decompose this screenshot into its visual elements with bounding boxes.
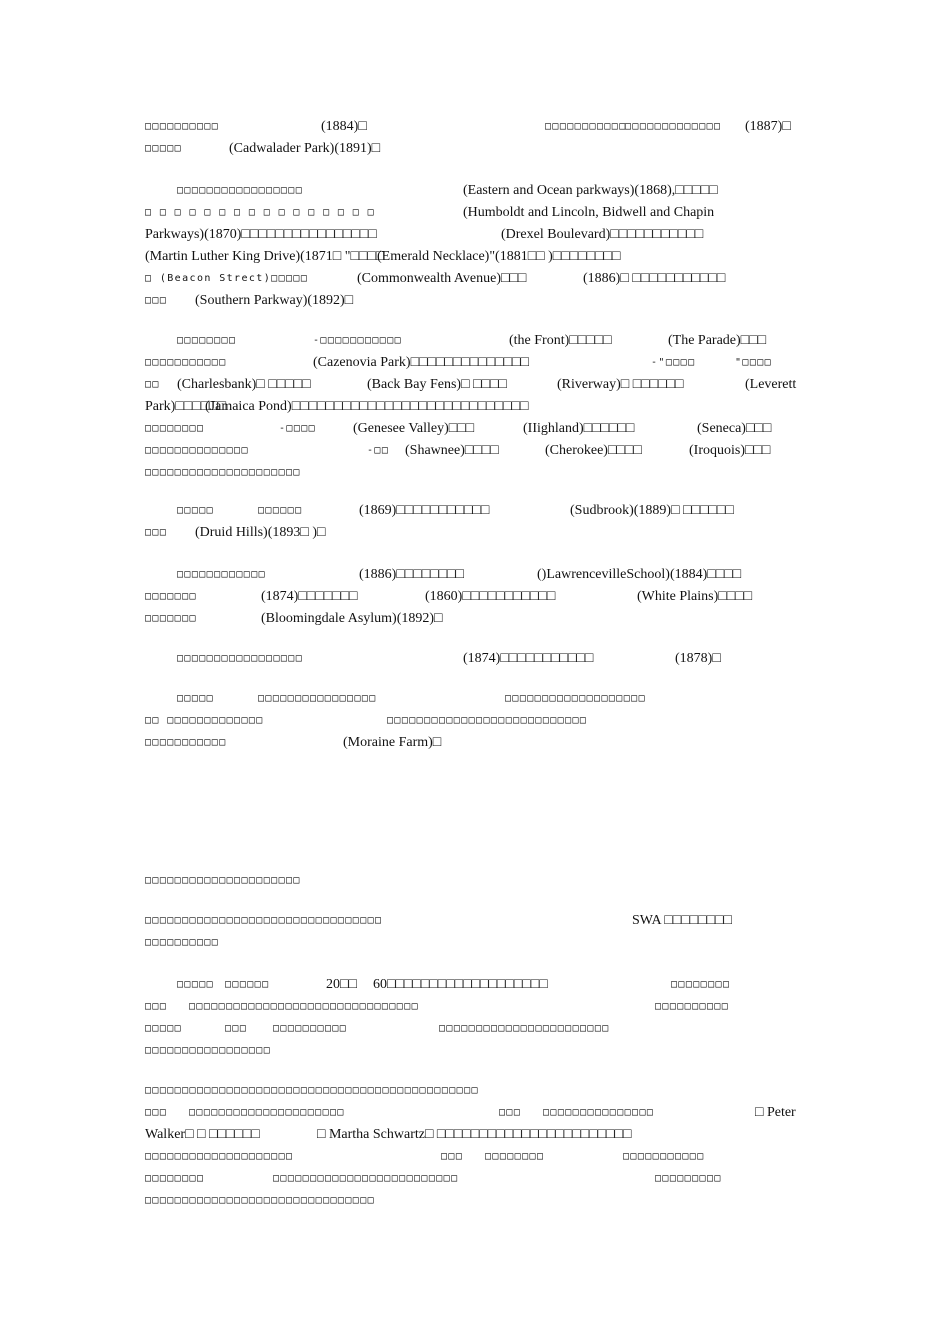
text-line <box>145 418 807 440</box>
text-segment: ()LawrencevilleSchool)(1884)□□□□ <box>537 567 742 582</box>
paragraph <box>145 974 807 1062</box>
text-line <box>145 462 807 484</box>
text-segment: (Eastern and Ocean parkways)(1868),□□□□□ <box>463 183 718 198</box>
text-line <box>145 732 807 754</box>
text-segment: □□□□□□□□□□□□□□□□□□□□□ <box>189 1107 345 1118</box>
text-segment: □□□□□□□□□□□□□□□□□ <box>177 185 304 196</box>
text-segment: □□□□□□□□□□□□□□□□□□□ <box>505 693 646 704</box>
text-segment: (Cazenovia Park)□□□□□□□□□□□□□□ <box>313 355 529 370</box>
text-segment: (Iroquois)□□□ <box>689 443 771 458</box>
text-segment: □□□□□□ <box>258 505 303 516</box>
text-segment: (the Front)□□□□□ <box>509 333 612 348</box>
text-segment: □□□□□□□□□□□□□□□□ <box>258 693 377 704</box>
text-line <box>145 1124 807 1146</box>
text-segment: (Seneca)□□□ <box>697 421 772 436</box>
text-segment: (Bloomingdale Asylum)(1892)□ <box>261 611 443 626</box>
paragraph <box>145 688 807 754</box>
text-segment: -"□□□□ <box>651 357 696 368</box>
text-segment: "□□□□ <box>735 357 773 368</box>
text-line <box>145 224 807 246</box>
text-segment: (1887)□ <box>745 119 791 134</box>
text-segment: (White Plains)□□□□ <box>637 589 753 604</box>
text-segment: (Leverett <box>745 377 797 392</box>
text-line <box>145 500 807 522</box>
text-segment: □□□□□□□ <box>145 613 197 624</box>
text-segment: □□□□□ <box>145 143 183 154</box>
text-line <box>145 290 807 312</box>
text-segment: □□□□□ <box>177 979 215 990</box>
text-segment: Parkways)(1870)□□□□□□□□□□□□□□□□ <box>145 227 377 242</box>
text-segment: (Commonwealth Avenue)□□□ <box>357 271 527 286</box>
text-line <box>145 246 807 268</box>
text-segment: (1878)□ <box>675 651 721 666</box>
text-segment: □□□□□□□□□□□ <box>623 1151 705 1162</box>
text-segment: (1884)□ <box>321 119 367 134</box>
text-segment: □□□□□□□□ <box>485 1151 545 1162</box>
text-segment: (Moraine Farm)□ <box>343 735 442 750</box>
text-line <box>145 996 807 1018</box>
text-segment: (Southern Parkway)(1892)□ <box>195 293 354 308</box>
text-segment: □□□□□□□ <box>145 591 197 602</box>
text-segment: □□□ <box>225 1023 248 1034</box>
text-segment: □□□□□□□□□□ <box>273 1023 348 1034</box>
text-segment: (Drexel Boulevard)□□□□□□□□□□□ <box>501 227 704 242</box>
text-line <box>145 648 807 670</box>
text-line <box>145 138 807 160</box>
text-segment: □□□□□□□□□□□□□□□□□□□□□□□□□□□□□□□ <box>189 1001 420 1012</box>
text-segment: □□□□□□□□□□□ <box>545 121 627 132</box>
text-segment: □□□ <box>145 527 168 538</box>
text-segment: □□□□□□□□ <box>671 979 731 990</box>
text-line <box>145 522 807 544</box>
text-segment: □□□□□□□□□□□□□□□□□□□□□□□□□ <box>273 1173 459 1184</box>
text-segment: (Shawnee)□□□□ <box>405 443 499 458</box>
text-segment: (Cadwalader Park)(1891)□ <box>229 141 381 156</box>
text-segment: □□□ <box>145 1107 168 1118</box>
text-segment: -□□□□□□□□□□□ <box>313 335 403 346</box>
text-segment: □□□□□□□□□□□□□□□□□□□□□□□□□□□□□□□□ <box>145 915 383 926</box>
text-segment: □□□□□□□□□□□ <box>145 737 227 748</box>
paragraph <box>145 1080 807 1212</box>
text-segment: 20□□ <box>326 977 357 992</box>
text-segment: □□□□□□□□□□□□□□ <box>145 445 249 456</box>
text-segment: □□□□□ <box>177 505 215 516</box>
text-segment: Walker□ □ □□□□□□ <box>145 1127 260 1142</box>
text-segment: □□□□□□□□□□□□□ <box>625 121 722 132</box>
paragraph <box>145 180 807 312</box>
text-segment: □□□□□□□□□□ <box>145 937 220 948</box>
text-segment: □□□□□□□□□□□□ <box>177 569 267 580</box>
text-line <box>145 1018 807 1040</box>
text-segment: □□□□□□□□□□□□□□□□□ <box>177 653 304 664</box>
text-line <box>145 1040 807 1062</box>
text-segment: □□□□□□□□□□□□□□□□□□□□□ <box>145 467 301 478</box>
text-segment: □□□□□□□□□□□□□□□□□□□□ <box>145 1151 294 1162</box>
text-segment: SWA □□□□□□□□ <box>632 913 732 928</box>
text-segment: □ Martha Schwartz□ □□□□□□□□□□□□□□□□□□□□□□□ <box>317 1127 632 1142</box>
text-line <box>145 1146 807 1168</box>
text-line <box>145 1080 807 1102</box>
text-segment: (Emerald Necklace)"(1881□□ )□□□□□□□□ <box>377 249 621 264</box>
text-segment: □□ <box>145 379 160 390</box>
text-segment: □□□□□□□□ <box>145 423 205 434</box>
text-segment: □ □ □ □ □ □ □ □ □ □ □ □ □ □ □ □ <box>145 207 376 218</box>
paragraph <box>145 648 807 670</box>
text-segment: □□ □□□□□□□□□□□□□ <box>145 715 264 726</box>
text-segment: □□□□□□□□□□ <box>145 121 220 132</box>
text-line <box>145 564 807 586</box>
text-segment: □□□□□□□□□□□□□□□□□□□□□□□□□□□ <box>387 715 588 726</box>
text-line <box>145 608 807 630</box>
text-segment: □□□□□□□□□□□□□□□□□□□□□□□□□□□□□□□ <box>145 1195 376 1206</box>
text-line <box>145 586 807 608</box>
text-line <box>145 440 807 462</box>
text-line <box>145 268 807 290</box>
text-line <box>145 1168 807 1190</box>
text-segment: (1874)□□□□□□□ <box>261 589 358 604</box>
text-line <box>145 910 807 932</box>
text-segment: □□□ <box>145 1001 168 1012</box>
text-line <box>145 688 807 710</box>
text-line <box>145 202 807 224</box>
text-line <box>145 710 807 732</box>
text-segment: □□□□□□□□□□□□□□□ <box>543 1107 655 1118</box>
text-line <box>145 374 807 396</box>
text-line <box>145 1102 807 1124</box>
text-segment: □□□□□ <box>177 693 215 704</box>
paragraph <box>145 910 807 954</box>
text-segment: □□□□□ <box>145 1023 183 1034</box>
text-segment: -□□ <box>367 445 390 456</box>
text-segment: □□□□□□□□□ <box>655 1173 722 1184</box>
text-segment: Park)□□□□□□ <box>145 399 227 414</box>
text-line <box>145 1190 807 1212</box>
text-segment: □□□ <box>441 1151 464 1162</box>
text-segment: □□□□□□□□□□ <box>655 1001 730 1012</box>
text-segment: (1869)□□□□□□□□□□□ <box>359 503 490 518</box>
text-segment: □ Peter <box>755 1105 796 1120</box>
text-segment: (The Parade)□□□ <box>668 333 767 348</box>
text-line <box>145 116 807 138</box>
text-segment: (Riverway)□ □□□□□□ <box>557 377 684 392</box>
paragraph <box>145 870 807 892</box>
paragraph <box>145 564 807 630</box>
text-segment: □□□□□□□□ <box>177 335 237 346</box>
text-line <box>145 870 807 892</box>
text-line <box>145 180 807 202</box>
text-line <box>145 352 807 374</box>
text-segment: □□□ <box>499 1107 522 1118</box>
text-segment: 60□□□□□□□□□□□□□□□□□□□ <box>373 977 548 992</box>
text-segment: □□□□□□□□ <box>145 1173 205 1184</box>
paragraph <box>145 116 807 160</box>
text-segment: (Back Bay Fens)□ □□□□ <box>367 377 507 392</box>
text-segment: □□□□□□□□□□□□□□□□□□□□□□□ <box>439 1023 610 1034</box>
text-segment: (1886)□□□□□□□□ <box>359 567 464 582</box>
text-segment: (Jamaica Pond)□□□□□□□□□□□□□□□□□□□□□□□□□□□□ <box>205 399 529 414</box>
paragraph <box>145 500 807 544</box>
text-line <box>145 974 807 996</box>
text-segment: □□□□□□ <box>225 979 270 990</box>
text-segment: -□□□□ <box>279 423 317 434</box>
text-segment: (Genesee Valley)□□□ <box>353 421 475 436</box>
text-segment: (Humboldt and Lincoln, Bidwell and Chapin <box>463 205 715 220</box>
text-segment: □□□□□□□□□□□□□□□□□ <box>145 1045 272 1056</box>
text-segment: (IIighland)□□□□□□ <box>523 421 635 436</box>
text-segment: (Sudbrook)(1889)□ □□□□□□ <box>570 503 734 518</box>
text-line <box>145 396 807 418</box>
text-segment: □□□□□□□□□□□□□□□□□□□□□□□□□□□□□□□□□□□□□□□□□□□□□ <box>145 1085 479 1096</box>
paragraph <box>145 330 807 484</box>
text-segment: □□□□□□□□□□□ <box>145 357 227 368</box>
text-segment: □□□□□□□□□□□□□□□□□□□□□ <box>145 875 301 886</box>
text-segment: □ (Beacon Strect)□□□□□ <box>145 273 309 284</box>
text-segment: (Cherokee)□□□□ <box>545 443 642 458</box>
text-line <box>145 932 807 954</box>
text-segment: (Charlesbank)□ □□□□□ <box>177 377 311 392</box>
text-segment: (Druid Hills)(1893□ )□ <box>195 525 326 540</box>
text-segment: (1860)□□□□□□□□□□□ <box>425 589 556 604</box>
text-segment: (1886)□ □□□□□□□□□□□ <box>583 271 726 286</box>
text-segment: (1874)□□□□□□□□□□□ <box>463 651 594 666</box>
text-segment: (Martin Luther King Drive)(1871□ "□□□□ <box>145 249 385 264</box>
text-segment: □□□ <box>145 295 168 306</box>
text-line <box>145 330 807 352</box>
